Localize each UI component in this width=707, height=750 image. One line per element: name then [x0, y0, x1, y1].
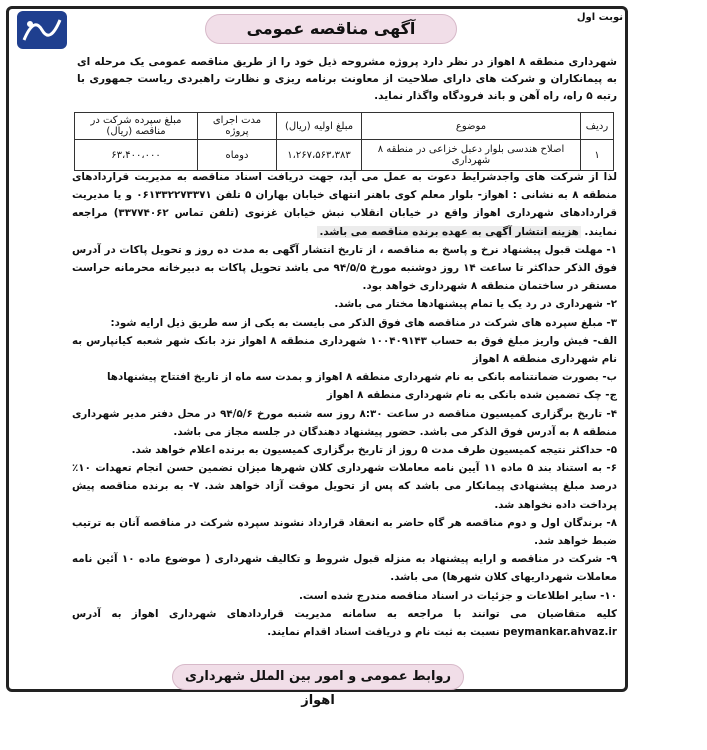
column-header: ردیف [581, 113, 614, 140]
municipality-logo [16, 10, 68, 50]
column-header: مبلغ سپرده شرکت در مناقصه (ریال) [75, 113, 198, 140]
body-paragraph: ۸- برندگان اول و دوم مناقصه هر گاه حاضر به انعقاد قرارداد نشوند سپرده شرکت در مناقصه آنان به ترتیب ضبط خواهد شد. [72, 516, 617, 548]
body-paragraph: ب- بصورت ضمانتنامه بانکی به نام شهرداری منطقه ۸ اهواز و بمدت سه ماه از تاریخ افتتاح پیشنهادها [106, 371, 617, 384]
body-text: لذا از شرکت های واجدشرایط دعوت به عمل می آید، جهت دریافت اسناد مناقصه به مدیریت قراردادهای منطقه ۸ به نشانی : اهواز- بلوار معلم کوی باهنر انتهای خیابان بهاران ۵ تلفن ۰۶۱۳۳۲۲۷۳۳۷۱ و یا مدیریت قراردادهای شهرداری اهواز واقع در خیابان انقلاب نبش خیابان غزنوی (تلفن تماس ۳۳۷۷۴۰۶۲) مراجعه نمایند. [72, 171, 618, 238]
tender-table [74, 112, 614, 171]
column-header: موضوع [362, 113, 581, 140]
body-paragraph: ۳- مبلغ سپرده های شرکت در مناقصه های فوق الذکر می بایست به یکی از سه طریق ذیل ارایه شود: [110, 316, 617, 329]
round-label: نوبت اول [576, 12, 623, 23]
cost-note: هزینه انتشار آگهی به عهده برنده مناقصه می باشد. [319, 225, 579, 238]
table-header-row [75, 113, 614, 140]
table-cell: ۱ [581, 140, 614, 171]
table-cell: دوماه [198, 140, 277, 171]
column-header: مبلغ اولیه (ریال) [277, 113, 362, 140]
table-row [75, 140, 614, 171]
body-paragraph: ۴- تاریخ برگزاری کمیسیون مناقصه در ساعت ۸:۳۰ روز سه شنبه مورخ ۹۴/۵/۶ در محل دفتر مدیر شهرداری منطقه ۸ به آدرس فوق الذکر می باشد. حضور پیشنهاد دهندگان در جلسه مجاز می باشد. [72, 407, 617, 438]
body-paragraph: الف- فیش واریز مبلغ فوق به حساب ۱۰۰۴۰۹۱۴۳ شهرداری منطقه ۸ اهواز نزد بانک شهر شعبه کیانپارس به نام شهرداری منطقه ۸ اهواز [72, 334, 617, 366]
body-paragraph: ۵- حداکثر نتیجه کمیسیون طرف مدت ۵ روز از تاریخ برگزاری کمیسیون به برنده اعلام خواهد شد. [131, 444, 617, 457]
table-cell: ۱،۲۶۷،۵۶۳،۳۸۳ [277, 140, 362, 171]
body-paragraph: ۱۰- سایر اطلاعات و جزئیات در اسناد مناقصه مندرج شده است. [298, 589, 617, 602]
body-paragraph: ۹- شرکت در مناقصه و ارایه پیشنهاد به منزله قبول شروط و تکالیف شهرداری ( موضوع ماده ۱۰ آئین نامه معاملات شهرداریهای کلان شهرها) می باشد. [72, 553, 617, 584]
notice-body [72, 168, 617, 641]
body-paragraph: ۶- به استناد بند ۵ ماده ۱۱ آیین نامه معاملات شهرداری کلان شهرها میزان تضمین حسن انجام تعهدات ۱۰٪ درصد مبلغ پیشنهادی پیمانکار می باشد که پس از تحویل موقت آزاد خواهد شد. ۷- به برنده مناقصه پیش پرداخت داده نخواهد شد. [72, 462, 617, 511]
intro-paragraph: شهرداری منطقه ۸ اهواز در نظر دارد پروژه مشروحه ذیل خود را از طریق مناقصه عمومی یک مرحله ای به پیمانکاران و شرکت های دارای صلاحیت از معاونت برنامه ریزی و نظارت راهبردی ریاست جمهوری با رتبه ۵ راه، راه آهن و باند فرودگاه واگذار نماید. [77, 56, 618, 102]
footer-banner: روابط عمومی و امور بین الملل شهرداری اهواز [172, 664, 464, 690]
table-cell: ۶۳،۴۰۰،۰۰۰ [75, 140, 198, 171]
column-header: مدت اجرای پروژه [198, 113, 277, 140]
table-cell: اصلاح هندسی بلوار دعبل خزاعی در منطقه ۸ شهرداری [362, 140, 581, 171]
body-paragraph [72, 168, 617, 241]
page-title: آگهی مناقصه عمومی [205, 14, 457, 44]
body-paragraph: ج- چک تضمین شده بانکی به نام شهرداری منطقه ۸ اهواز [326, 389, 617, 402]
body-paragraph: کلیه متقاضیان می توانند با مراجعه به سامانه مدیریت قراردادهای شهرداری اهواز به آدرس peymankar.ahvaz.ir نسبت به ثبت نام و دریافت اسناد اقدام نمایند. [72, 607, 617, 639]
body-paragraph: ۱- مهلت قبول پیشنهاد نرخ و پاسخ به مناقصه ، از تاریخ انتشار آگهی به مدت ده روز و تحویل پاکات در آدرس فوق الذکر حداکثر تا ساعت ۱۴ روز دوشنبه مورخ ۹۴/۵/۵ می باشد تحویل پاکات به دبیرخانه محرمانه حراست مستقر در ساختمان منطقه ۸ شهرداری خواهد بود. [72, 243, 617, 293]
body-paragraph: ۲- شهرداری در رد یک یا تمام پیشنهادها مختار می باشد. [334, 298, 617, 311]
